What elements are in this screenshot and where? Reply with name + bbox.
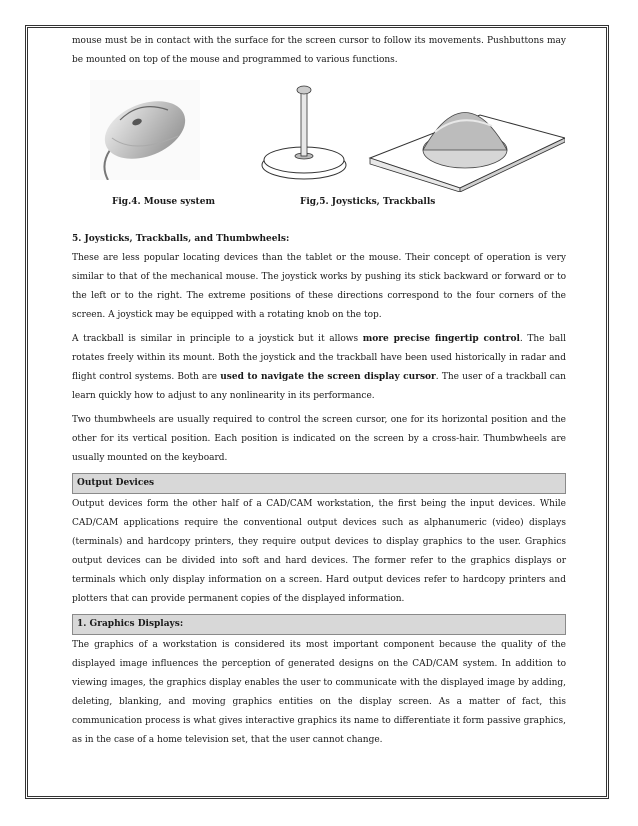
output-devices-heading: Output Devices: [72, 473, 566, 494]
figures-row: [72, 80, 566, 230]
section5-heading: 5. Joysticks, Trackballs, and Thumbwheels:: [72, 234, 290, 244]
graphics-displays-heading: 1. Graphics Displays:: [72, 614, 566, 635]
fig5-caption: Fig,5. Joysticks, Trackballs: [300, 197, 436, 207]
p2-text-c: . The user of a trackball can learn quickly how to adjust to any nonlinearity in its performance.: [72, 372, 566, 401]
p2-text-a: A trackball is similar in principle to a joystick but it allows: [72, 334, 363, 344]
section5-paragraph-3: Two thumbwheels are usually required to control the screen cursor, one for its horizontal position and the other for its vertical position. Each position is indicated on the screen by a cross-hair. Thumbwheels are usually mounted on the keyboard.: [72, 415, 566, 463]
graphics-displays-paragraph: The graphics of a workstation is considered its most important component because the quality of the displayed image influences the perception of generated designs on the CAD/CAM system. In addition to viewing images, the graphics display enables the user to communicate with the displayed image by adding, deleting, blanking, and moving graphics entities on the display screen. As a matter of fact, this communication process is what gives interactive graphics its name to differentiate it form passive graphics, as in the case of a home television set, that the user cannot change.: [72, 640, 566, 745]
page-content: [72, 32, 566, 755]
p2-text-b: . The ball rotates freely within its mount. Both the joystick and the trackball have been used historically in radar and flight control systems. Both are: [72, 334, 567, 382]
joystick-trackball-image: [260, 80, 565, 192]
p2-bold-2: used to navigate the screen display cursor: [220, 372, 436, 382]
p2-bold-1: more precise fingertip control: [362, 334, 520, 344]
output-devices-paragraph: Output devices form the other half of a CAD/CAM workstation, the first being the input devices. While CAD/CAM applications require the conventional output devices such as alphanumeric (video) displays (terminals) and hardcopy printers, they require output devices to display graphics to the user. Graphics output devices can be divided into soft and hard devices. The former refer to the graphics displays or terminals which only display information on a screen. Hard output devices refer to hardcopy printers and plotters that can provide permanent copies of the displayed information.: [72, 499, 566, 604]
fig4-caption: Fig.4. Mouse system: [112, 197, 215, 207]
mouse-image: [90, 80, 200, 180]
section5-paragraph-2: [72, 330, 566, 406]
intro-paragraph: mouse must be in contact with the surface for the screen cursor to follow its movements. Pushbuttons may be mounted on top of the mouse and programmed to various functions.: [72, 36, 566, 65]
section5-paragraph-1: These are less popular locating devices than the tablet or the mouse. Their concept of operation is very similar to that of the mechanical mouse. The joystick works by pushing its stick backward or forward or to the left or to the right. The extreme positions of these directions correspond to the four corners of the screen. A joystick may be equipped with a rotating knob on the top.: [72, 253, 566, 320]
